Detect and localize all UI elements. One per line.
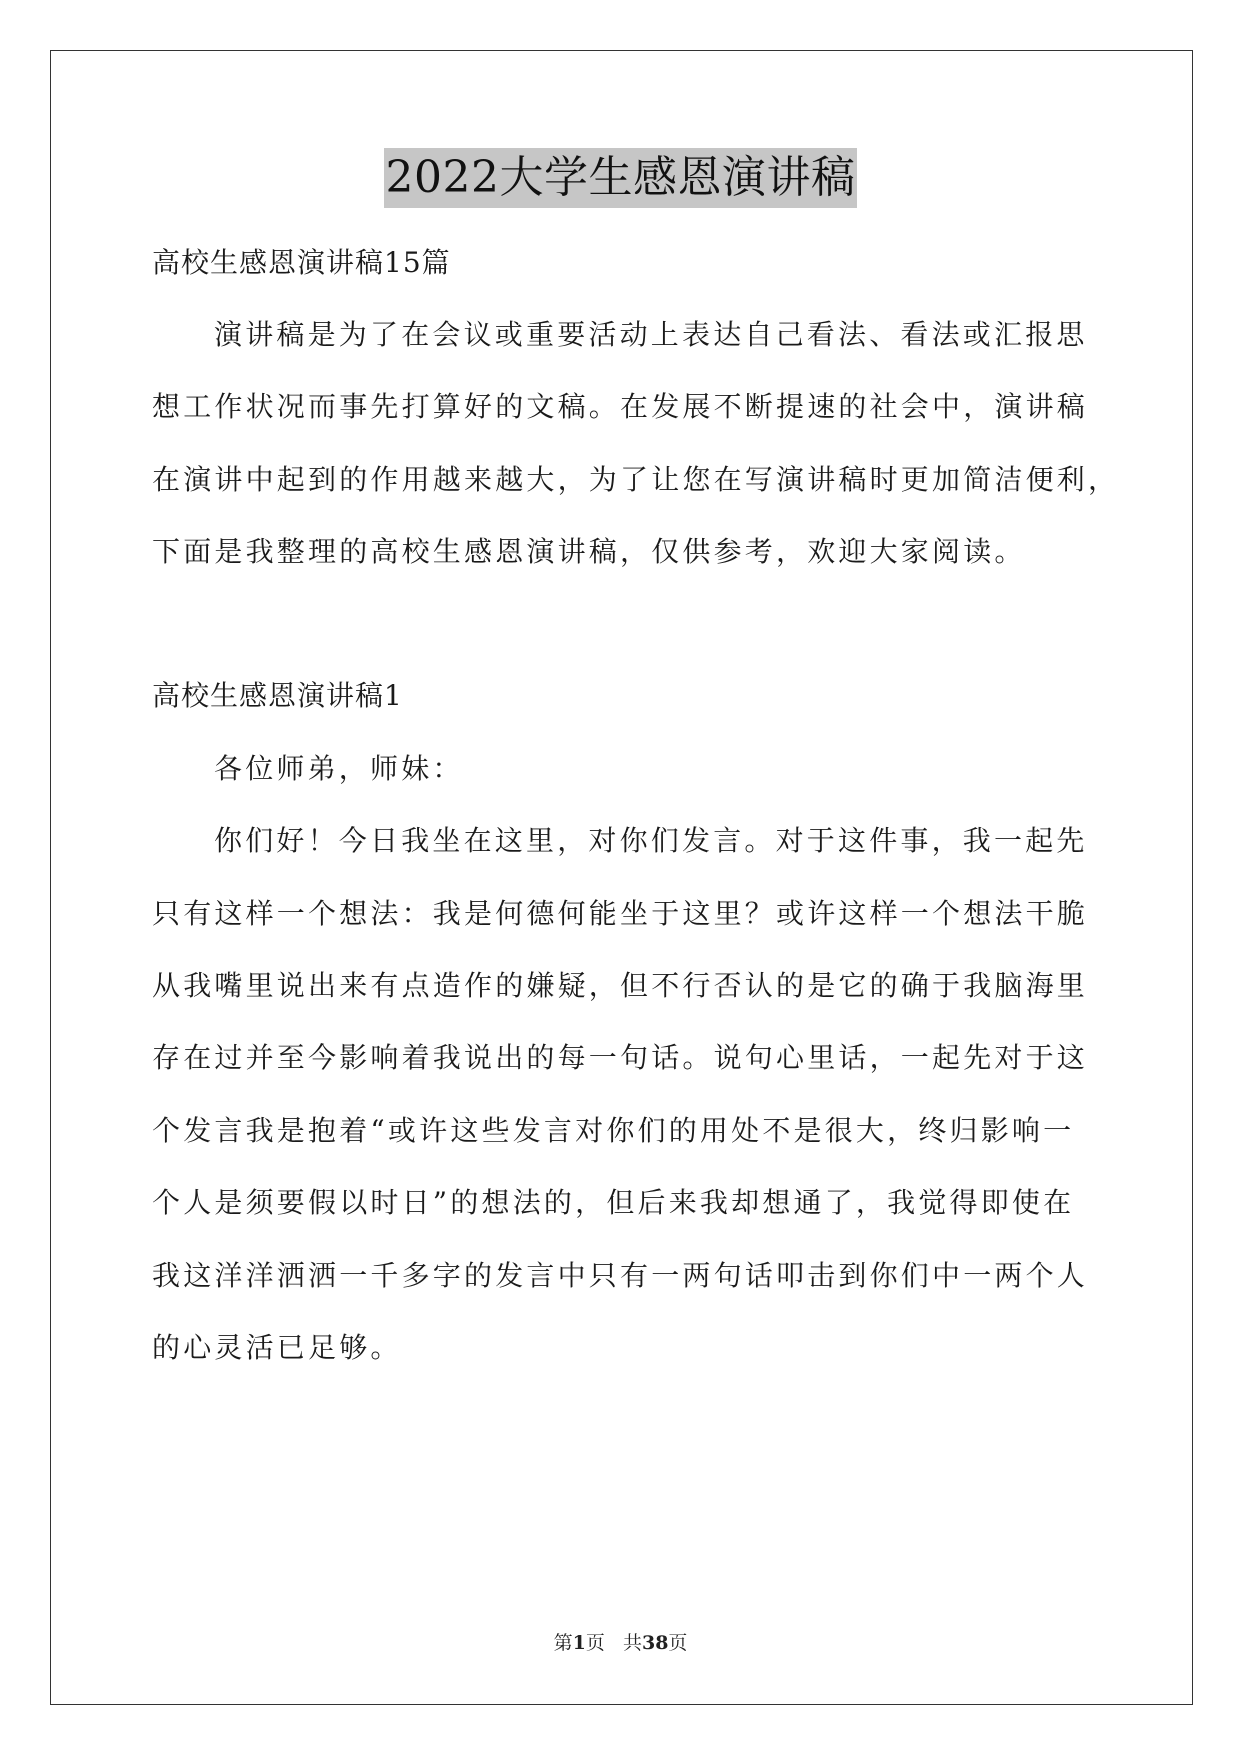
total-suffix: 页 [668,1632,688,1654]
document-subtitle: 高校生感恩演讲稿15篇 [152,246,451,279]
body-line-4: 存在过并至今影响着我说出的每一句话。说句心里话，一起先对于这 [152,1041,1089,1074]
intro-line-2: 想工作状况而事先打算好的文稿。在发展不断提速的社会中，演讲稿 [152,390,1089,423]
page-border [50,50,1193,1705]
intro-line-1: 演讲稿是为了在会议或重要活动上表达自己看法、看法或汇报思 [214,318,1088,351]
intro-line-3: 在演讲中起到的作用越来越大，为了让您在写演讲稿时更加简洁便利， [152,463,1120,496]
section-heading: 高校生感恩演讲稿1 [152,679,403,712]
page-suffix: 页 [585,1632,605,1654]
total-page-number: 38 [641,1632,669,1654]
document-title: 2022大学生感恩演讲稿 [384,148,858,208]
salutation: 各位师弟，师妹： [214,752,464,785]
page-prefix: 第 [553,1632,573,1654]
body-line-2: 只有这样一个想法：我是何德何能坐于这里？或许这样一个想法干脆 [152,897,1089,930]
body-line-6: 个人是须要假以时日”的想法的，但后来我却想通了，我觉得即使在 [152,1186,1075,1219]
page-footer [0,1630,1241,1656]
body-line-5: 个发言我是抱着“或许这些发言对你们的用处不是很大，终归影响一 [152,1114,1075,1147]
body-line-3: 从我嘴里说出来有点造作的嫌疑，但不行否认的是它的确于我脑海里 [152,969,1089,1002]
body-line-8: 的心灵活已足够。 [152,1331,402,1364]
body-line-7: 我这洋洋洒洒一千多字的发言中只有一两句话叩击到你们中一两个人 [152,1259,1089,1292]
body-line-1: 你们好！今日我坐在这里，对你们发言。对于这件事，我一起先 [214,824,1088,857]
intro-line-4: 下面是我整理的高校生感恩演讲稿，仅供参考，欢迎大家阅读。 [152,535,1026,568]
total-prefix: 共 [622,1632,642,1654]
current-page-number: 1 [572,1632,586,1654]
title-wrapper [0,148,1241,208]
